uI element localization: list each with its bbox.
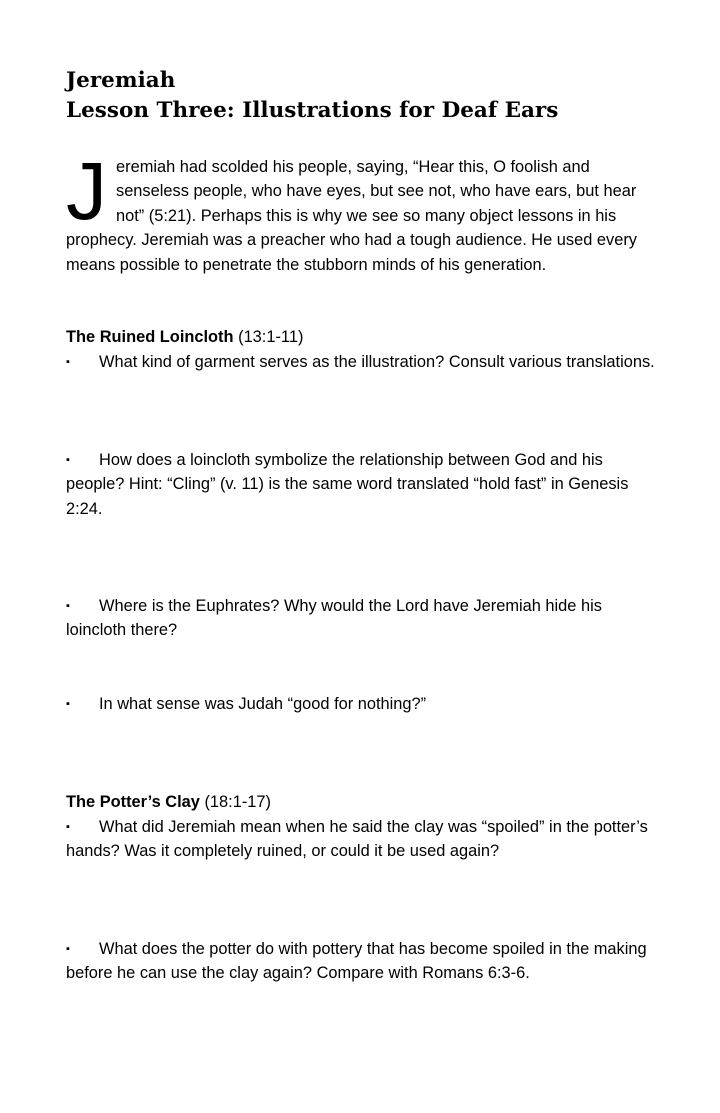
book-title: Jeremiah [66, 68, 176, 93]
drop-cap: J [66, 146, 107, 237]
square-bullet-icon: ▪ [66, 821, 70, 833]
square-bullet-icon: ▪ [66, 454, 70, 466]
question-item [66, 594, 656, 643]
lesson-title: Lesson Three: Illustrations for Deaf Ears [66, 98, 559, 123]
section-title: The Ruined Loincloth [66, 328, 234, 346]
square-bullet-icon: ▪ [66, 356, 70, 368]
section-reference: (18:1-17) [204, 793, 271, 811]
question-text: What did Jeremiah mean when he said the clay was “spoiled” in the potter’s hands? Was it completely ruined, or could it be used again? [66, 818, 648, 861]
question-item [66, 937, 656, 986]
section-reference: (13:1-11) [238, 328, 304, 346]
square-bullet-icon: ▪ [66, 943, 70, 955]
question-text: What kind of garment serves as the illustration? Consult various translations. [99, 353, 655, 371]
question-item [66, 692, 656, 716]
square-bullet-icon: ▪ [66, 600, 70, 612]
intro-text: eremiah had scolded his people, saying, “Hear this, O foolish and senseless people, who have eyes, but see not, who have ears, but hear not” (5:21). Perhaps this is why we see so many object lessons in his prophecy. Jeremiah was a preacher who had a tough audience. He used every means possible to penetrate the stubborn minds of his generation. [66, 158, 637, 274]
intro-paragraph [66, 146, 656, 277]
question-text: How does a loincloth symbolize the relationship between God and his people? Hint: “Cling” (v. 11) is the same word translated “hold fast” in Genesis 2:24. [66, 451, 629, 518]
square-bullet-icon: ▪ [66, 698, 70, 710]
section-heading-ruined-loincloth [66, 325, 656, 349]
document-page [66, 66, 656, 983]
question-text: What does the potter do with pottery that has become spoiled in the making before he can use the clay again? Compare with Romans 6:3-6. [66, 940, 647, 983]
section-heading-potters-clay [66, 790, 656, 814]
question-item [66, 350, 656, 374]
question-text: In what sense was Judah “good for nothing?” [99, 695, 427, 713]
section-title: The Potter’s Clay [66, 793, 200, 811]
question-item [66, 448, 656, 521]
question-text: Where is the Euphrates? Why would the Lord have Jeremiah hide his loincloth there? [66, 597, 602, 640]
question-item [66, 815, 656, 864]
